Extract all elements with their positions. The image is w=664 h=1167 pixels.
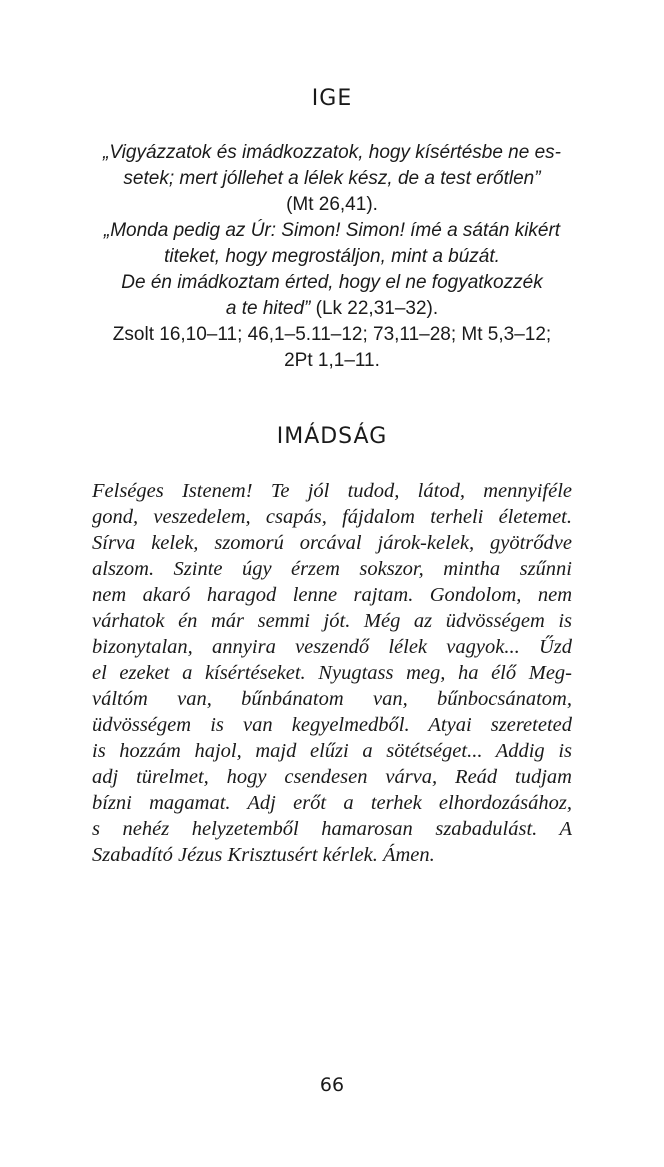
prayer-line: üdvösségem is van kegyelmedből. Atyai szereteted — [92, 714, 572, 736]
ige-line-plain-part: (Lk 22,31–32). — [310, 298, 439, 319]
ige-line: „Vigyázzatok és imádkozzatok, hogy kísértésbe ne es- — [103, 142, 561, 163]
ige-heading: IGE — [311, 86, 353, 111]
prayer-line: alszom. Szinte úgy érzem sokszor, mintha szűnni — [92, 558, 572, 580]
ige-line: titeket, hogy megrostáljon, mint a búzát. — [164, 246, 500, 267]
imadsag-heading: IMÁDSÁG — [276, 424, 388, 449]
prayer-line: Szabadító Jézus Krisztusért kérlek. Ámen. — [92, 844, 435, 866]
prayer-line: gond, veszedelem, csapás, fájdalom terheli életemet. — [92, 506, 572, 528]
ige-reference-line: Zsolt 16,10–11; 46,1–5.11–12; 73,11–28; Mt 5,3–12; — [112, 324, 552, 345]
ige-reference-line: 2Pt 1,1–11. — [284, 350, 380, 371]
ige-reference-line: (Mt 26,41). — [286, 194, 378, 215]
ige-scripture-block — [92, 140, 572, 374]
prayer-line: bizonytalan, annyira veszendő lélek vagyok... Űzd — [92, 636, 572, 658]
prayer-line: váltóm van, bűnbánatom van, bűnbocsánatom, — [92, 688, 572, 710]
prayer-line: el ezeket a kísértéseket. Nyugtass meg, ha élő Meg- — [92, 662, 572, 684]
ige-line-mixed — [92, 296, 572, 322]
ige-line-italic-part: a te hited” — [225, 298, 311, 319]
ige-line: „Monda pedig az Úr: Simon! Simon! ímé a sátán kikért — [103, 220, 561, 241]
prayer-text — [92, 478, 572, 868]
prayer-line: Felséges Istenem! Te jól tudod, látod, mennyiféle — [92, 480, 572, 502]
ige-line: De én imádkoztam érted, hogy el ne fogyatkozzék — [121, 272, 543, 293]
prayer-line: adj türelmet, hogy csendesen várva, Reád tudjam — [92, 766, 572, 788]
prayer-line: bízni magamat. Adj erőt a terhek elhordozásához, — [92, 792, 572, 814]
prayer-line: s nehéz helyzetemből hamarosan szabadulást. A — [92, 818, 572, 840]
ige-line: setek; mert jóllehet a lélek kész, de a test erőtlen” — [123, 168, 541, 189]
prayer-line: Sírva kelek, szomorú orcával járok-kelek, gyötrődve — [92, 532, 572, 554]
prayer-line: nem akaró haragod lenne rajtam. Gondolom, nem — [92, 584, 572, 606]
prayer-line: várhatok én már semmi jót. Még az üdvösségem is — [92, 610, 572, 632]
prayer-line: is hozzám hajol, majd elűzi a sötétséget... Addig is — [92, 740, 572, 762]
page-number: 66 — [319, 1074, 345, 1096]
